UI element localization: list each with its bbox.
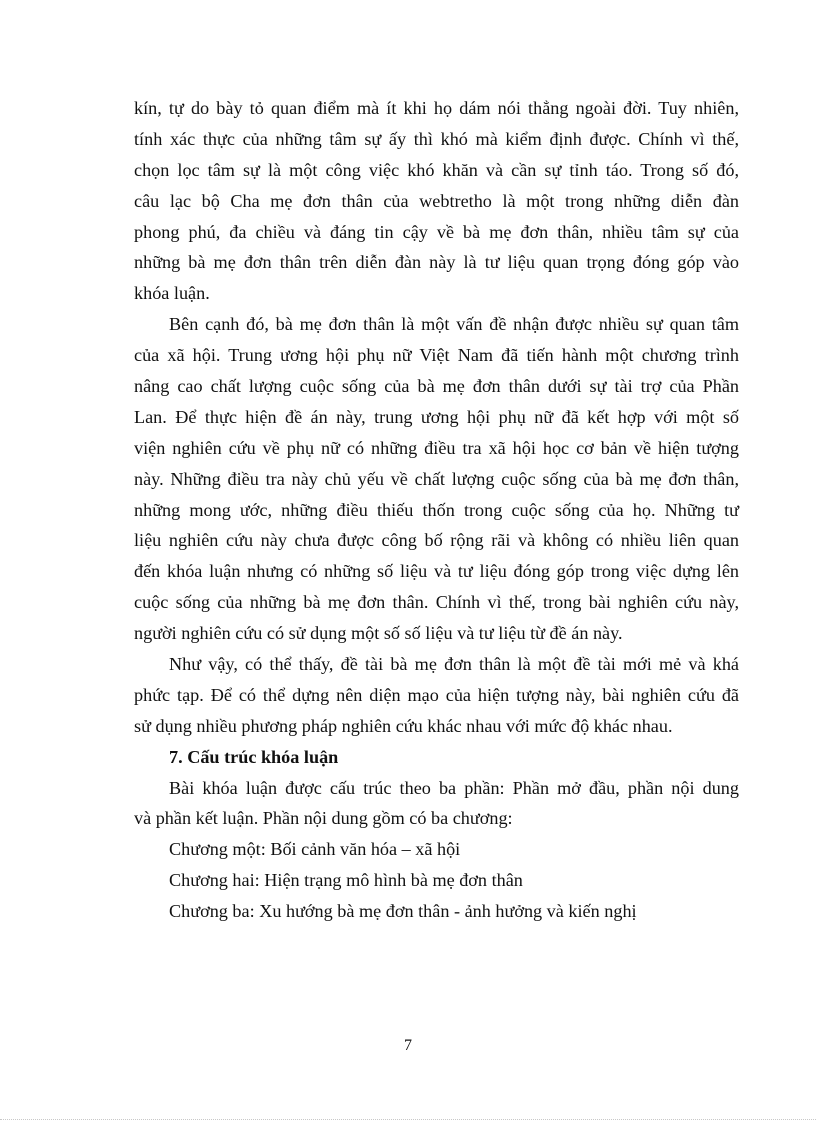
text-line: phong phú, đa chiều và đáng tin cậy về bà mẹ đơn thân, nhiều tâm sự của bbox=[134, 221, 739, 242]
paragraph-womens-union bbox=[134, 309, 739, 649]
chapter-item: Chương ba: Xu hướng bà mẹ đơn thân - ảnh hưởng và kiến nghị bbox=[169, 901, 637, 922]
paragraph-online-forums bbox=[134, 93, 739, 309]
text-line: nâng cao chất lượng cuộc sống của bà mẹ đơn thân dưới sự tài trợ của Phần bbox=[134, 376, 739, 397]
paragraph-conclusion bbox=[134, 649, 739, 742]
text-line: khóa luận. bbox=[134, 283, 210, 304]
text-line: cuộc sống của những bà mẹ đơn thân. Chính vì thế, trong bài nghiên cứu này, bbox=[134, 592, 739, 613]
page-bottom-divider bbox=[0, 1119, 816, 1120]
chapter-item: Chương một: Bối cảnh văn hóa – xã hội bbox=[169, 839, 461, 860]
chapter-list bbox=[134, 834, 739, 927]
text-line: phức tạp. Để có thể dựng nên diện mạo của hiện tượng này, bài nghiên cứu đã bbox=[134, 684, 739, 705]
text-line: đến khóa luận nhưng có những số liệu và tư liệu đóng góp trong việc dựng lên bbox=[134, 561, 739, 582]
text-line: của xã hội. Trung ương hội phụ nữ Việt Nam đã tiến hành một chương trình bbox=[134, 345, 739, 366]
page-number: 7 bbox=[404, 1037, 412, 1054]
text-line: những mong ước, những điều thiếu thốn trong cuộc sống của họ. Những tư bbox=[134, 499, 739, 520]
text-line: người nghiên cứu có sử dụng một số số liệu và tư liệu từ đề án này. bbox=[134, 623, 623, 644]
text-line: kín, tự do bày tỏ quan điểm mà ít khi họ dám nói thẳng ngoài đời. Tuy nhiên, bbox=[134, 98, 739, 118]
text-line: Bài khóa luận được cấu trúc theo ba phần: Phần mở đầu, phần nội dung bbox=[169, 777, 739, 798]
text-line: Bên cạnh đó, bà mẹ đơn thân là một vấn đề nhận được nhiều sự quan tâm bbox=[169, 314, 739, 335]
text-line: câu lạc bộ Cha mẹ đơn thân của webtretho là một trong những diễn đàn bbox=[134, 190, 739, 211]
section-heading: 7. Cấu trúc khóa luận bbox=[169, 746, 339, 767]
paragraph-structure bbox=[134, 773, 739, 835]
text-line: viện nghiên cứu về phụ nữ có những điều tra xã hội học cơ bản về hiện tượng bbox=[134, 437, 739, 458]
chapter-item: Chương hai: Hiện trạng mô hình bà mẹ đơn thân bbox=[169, 870, 523, 891]
text-line: này. Những điều tra này chủ yếu về chất lượng cuộc sống của bà mẹ đơn thân, bbox=[134, 468, 739, 489]
text-line: liệu nghiên cứu này chưa được công bố rộng rãi và không có nhiều liên quan bbox=[134, 530, 739, 551]
text-line: chọn lọc tâm sự là một công việc khó khăn và cần sự tỉnh táo. Trong số đó, bbox=[134, 159, 739, 180]
text-line: và phần kết luận. Phần nội dung gồm có ba chương: bbox=[134, 808, 513, 829]
text-line: những bà mẹ đơn thân trên diễn đàn này là tư liệu quan trọng đóng góp vào bbox=[134, 252, 739, 273]
text-line: sử dụng nhiều phương pháp nghiên cứu khác nhau với mức độ khác nhau. bbox=[134, 715, 673, 736]
text-line: Như vậy, có thể thấy, đề tài bà mẹ đơn thân là một đề tài mới mẻ và khá bbox=[169, 654, 739, 675]
text-line: Lan. Để thực hiện đề án này, trung ương hội phụ nữ đã kết hợp với một số bbox=[134, 406, 739, 427]
text-line: tính xác thực của những tâm sự ấy thì khó mà kiểm định được. Chính vì thế, bbox=[134, 128, 739, 149]
page-content bbox=[134, 93, 739, 927]
